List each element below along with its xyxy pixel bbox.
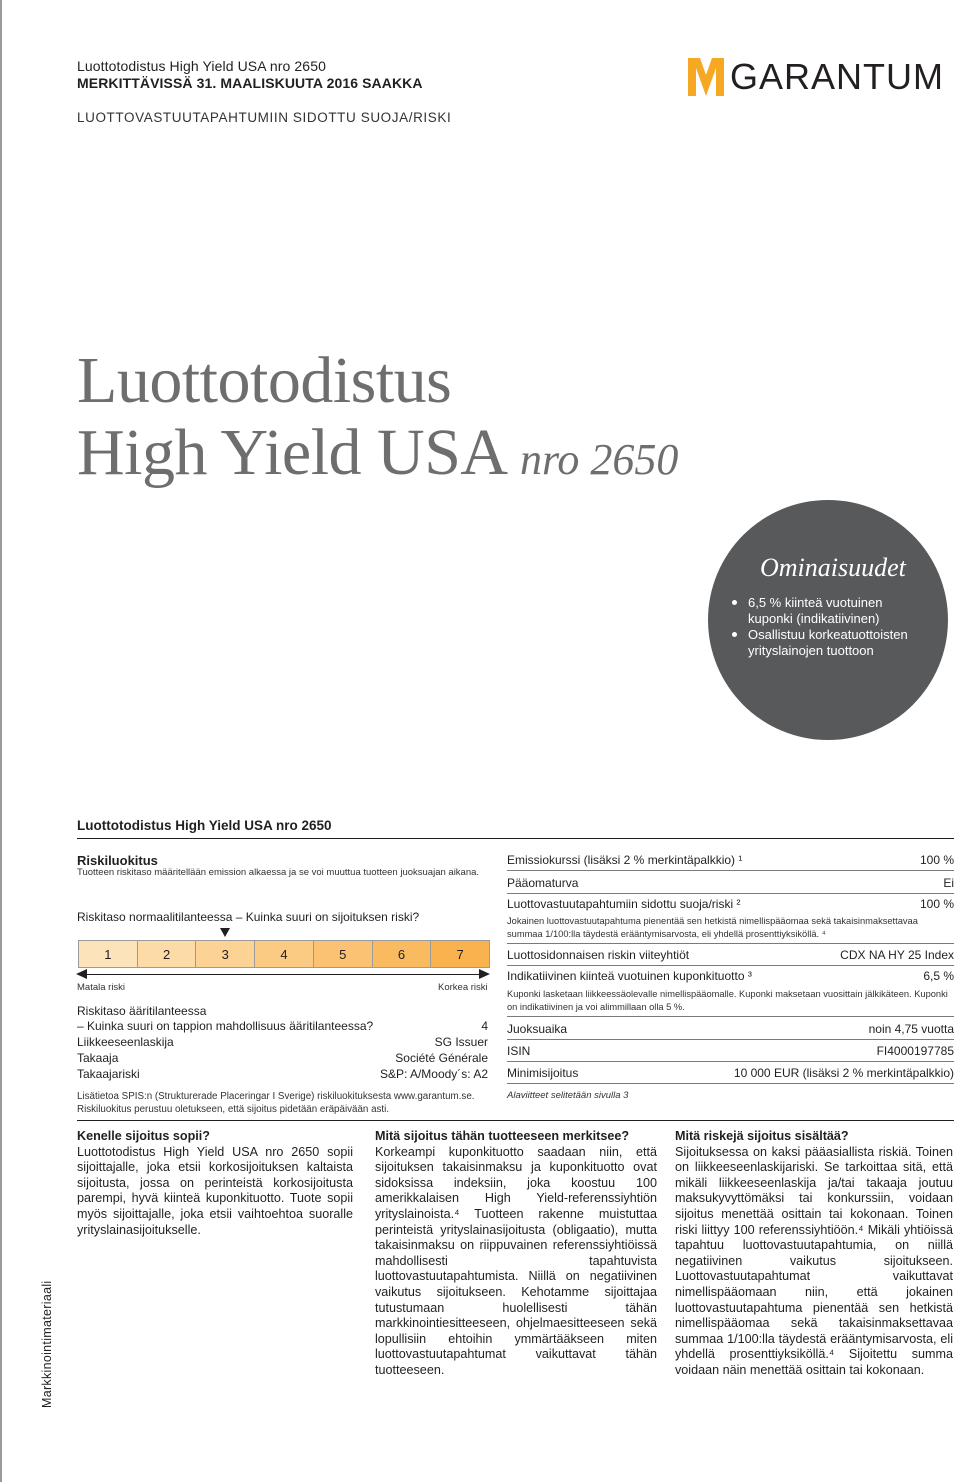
row-value: 10 000 EUR (lisäksi 2 % merkintäpalkkio)	[733, 1066, 954, 1080]
columns-divider	[77, 1120, 954, 1121]
high-risk-label: Korkea riski	[438, 982, 488, 993]
row-value: Ei	[943, 876, 954, 890]
risk-heading: Riskiluokitus	[77, 853, 158, 868]
section-title: Luottotodistus High Yield USA nro 2650	[77, 818, 332, 833]
risk-scale-cell: 1	[78, 940, 137, 968]
left-row	[77, 1067, 488, 1081]
side-label: Markkinointimateriaali	[40, 1280, 54, 1408]
bullet-icon	[732, 632, 737, 637]
right-row	[507, 897, 954, 911]
logo-text: GARANTUM	[730, 56, 944, 97]
row-value: Société Générale	[395, 1051, 488, 1065]
features-title: Ominaisuudet	[760, 553, 906, 582]
risk-scale-cell: 3	[195, 940, 254, 968]
row-label: Minimisijoitus	[507, 1066, 579, 1080]
header-product-name: Luottotodistus High Yield USA nro 2650	[77, 58, 326, 74]
column-body: Sijoituksessa on kaksi pääasiallista riskiä. Toinen on liikkeeseenlaskijariski. Se tarkoittaa sitä, että mikäli liikkeeseenlaskija ja/tai takaaja joutuu maksukyvyttömäksi tai konkurssiin, voidaan sijoitus menettää osittain tai kokonaan. Toinen riski liittyy 100 referenssiyhtiöön.⁴ Mikäli yhtiöissä tapahtuu luottovastuutapahtumia, on niillä negatiivinen vaikutus sijoitukseen. Luottovastuutapahtumat vaikuttavat nimellispääomaan niin, että jokainen luottovastuutapahtuma pienentää sen hetkistä nimellispääomaa sekä takaisinmaksettavaa summaa 1/100:lla täydestä erääntymisarvosta, eli yhdellä prosenttiyksiköllä.⁴ Sijoitettu summa voidaan näin menettää osittain tai kokonaan.	[675, 1144, 953, 1377]
right-row	[507, 876, 954, 890]
row-label: Juoksuaika	[507, 1022, 568, 1036]
column-body: Luottotodistus High Yield USA nro 2650 sopii sijoittajalle, joka etsii korkosijoituksen kaltaista sijoitusta, jossa on perinteistä korkosijoitusta parempi, hyvä kiinteä kuponkituotto. Tuote sopii myös sijoittajalle, joka etsii vaihtoehtoa suoralle yrityslainasijoitukselle.	[77, 1144, 353, 1237]
text-column-suitability	[77, 1129, 353, 1238]
row-divider	[507, 1039, 954, 1040]
risk-scale-cell: 6	[372, 940, 431, 968]
right-row	[507, 948, 954, 962]
header-subscription-deadline: MERKITTÄVISSÄ 31. MAALISKUUTA 2016 SAAKKA	[77, 75, 423, 91]
right-row	[507, 1044, 954, 1058]
low-risk-label: Matala riski	[77, 982, 126, 993]
arrow-left-icon	[76, 969, 87, 979]
feature-item: 6,5 % kiinteä vuotuinen kuponki (indikatiivinen)	[730, 595, 910, 626]
row-label: ISIN	[507, 1044, 531, 1058]
row-value: S&P: A/Moody´s: A2	[379, 1067, 488, 1081]
text-column-risks	[675, 1129, 953, 1379]
column-heading: Mitä sijoitus tähän tuotteeseen merkitsee?	[375, 1129, 630, 1143]
row-value: FI4000197785	[876, 1044, 954, 1058]
section-divider	[77, 838, 954, 839]
left-row	[77, 1004, 488, 1018]
left-row	[77, 1051, 488, 1065]
risk-scale	[78, 940, 490, 968]
risk-scale-cell: 4	[254, 940, 313, 968]
arrow-right-icon	[479, 969, 490, 979]
text-column-meaning	[375, 1129, 657, 1379]
row-value: 100 %	[919, 853, 954, 867]
column-heading: Mitä riskejä sijoitus sisältää?	[675, 1129, 849, 1143]
right-row	[507, 1022, 954, 1036]
page-title-main: High Yield USA	[77, 416, 504, 489]
row-label: – Kuinka suuri on tappion mahdollisuus ääritilanteessa?	[77, 1019, 374, 1033]
features-list	[730, 595, 910, 659]
right-row	[507, 853, 954, 867]
row-label: Liikkeeseenlaskija	[77, 1035, 174, 1049]
risk-scale-cell: 5	[313, 940, 372, 968]
row-label: Indikatiivinen kiinteä vuotuinen kuponkituotto ³	[507, 969, 752, 983]
column-body: Korkeampi kuponkituotto saadaan niin, että sijoituksen takaisinmaksu ja kuponkituotto ovat sidoksissa indeksiin, joka koostuu 100 amerikkalaisen High Yield-referenssiyhtiön yrityslainoista.⁴ Tuotteen rakenne muistuttaa perinteistä yrityslainasijoitusta (obligaatio), mutta takaisinmaksu on riippuvainen referenssiyhtiöissä mahdollisesti tapahtuvista luottovastuutapahtumista. Niillä on negatiivinen vaikutus sijoitukseen. Kehotamme sijoittajaa tutustumaan huolellisesti tähän markkinointiesitteeseen, ohjelmaesitteeseen sekä lopullisiin ehtoihin ymmärtääkseen miten luottovastuutapahtumat vaikuttavat tähän tuotteeseen.	[375, 1144, 657, 1377]
feature-item: Osallistuu korkeatuottoisten yrityslainojen tuottoon	[730, 627, 910, 658]
right-row	[507, 1066, 954, 1080]
row-label: Takaaja	[77, 1051, 119, 1065]
row-value: 6,5 %	[923, 969, 954, 983]
row-divider	[507, 893, 954, 894]
row-value: 4	[481, 1019, 488, 1033]
page-edge	[0, 0, 2, 1482]
row-divider	[507, 1016, 954, 1017]
row-value: CDX NA HY 25 Index	[840, 948, 954, 962]
left-row	[77, 1019, 488, 1033]
row-value: 100 %	[919, 897, 954, 911]
footnote-reference: Alaviitteet selitetään sivulla 3	[507, 1090, 629, 1101]
page-title-line2	[77, 416, 679, 489]
risk-info-note: Lisätietoa SPIS:n (Strukturerade Placeringar I Sverige) riskiluokituksesta www.garantum.se. Riskiluokitus perustuu oletukseen, että sijoitus pidetään eräpäivään asti.	[77, 1091, 475, 1115]
protection-note: Jokainen luottovastuutapahtuma pienentää sen hetkistä nimellispääomaa sekä takaisinmaksettavaa summaa 1/100:lla täydestä erääntymisarvosta, eli yhdellä prosenttiyksiköllä. ⁴	[507, 916, 918, 939]
column-heading: Kenelle sijoitus sopii?	[77, 1129, 210, 1143]
row-divider	[507, 870, 954, 871]
row-label: Emissiokurssi (lisäksi 2 % merkintäpalkkio) ¹	[507, 853, 743, 867]
row-label: Luottovastuutapahtumiin sidottu suoja/riski ²	[507, 897, 741, 911]
header-subtitle: LUOTTOVASTUUTAPAHTUMIIN SIDOTTU SUOJA/RISKI	[77, 110, 452, 125]
row-label: Pääomaturva	[507, 876, 579, 890]
right-row	[507, 969, 954, 983]
risk-arrow-line	[78, 974, 482, 975]
row-label: Takaajariski	[77, 1067, 140, 1081]
row-label: Riskitaso ääritilanteessa	[77, 1004, 207, 1018]
page-title-line1: Luottotodistus	[77, 344, 452, 417]
risk-question: Riskitaso normaalitilanteessa – Kuinka suuri on sijoituksen riski?	[77, 910, 420, 924]
row-divider	[507, 943, 954, 944]
garantum-logo-icon	[688, 58, 724, 96]
row-value: noin 4,75 vuotta	[868, 1022, 954, 1036]
risk-scale-cell: 2	[137, 940, 196, 968]
risk-scale-cell: 7	[430, 940, 490, 968]
bullet-icon	[732, 600, 737, 605]
left-row	[77, 1035, 488, 1049]
row-divider	[507, 1083, 954, 1084]
row-value: SG Issuer	[434, 1035, 488, 1049]
row-label: Luottosidonnaisen riskin viiteyhtiöt	[507, 948, 690, 962]
risk-marker-icon	[220, 928, 230, 937]
row-divider	[507, 1061, 954, 1062]
row-divider	[507, 965, 954, 966]
risk-description: Tuotteen riskitaso määritellään emission alkaessa ja se voi muuttua tuotteen juoksuajan aikana.	[77, 867, 480, 878]
page-title-suffix: nro 2650	[519, 435, 679, 484]
coupon-note: Kuponki lasketaan liikkeessäolevalle nimellispääomalle. Kuponki maksetaan vuosittain jälkikäteen. Kuponki on indikatiivinen ja voi alimmillaan olla 5 %.	[507, 989, 948, 1012]
